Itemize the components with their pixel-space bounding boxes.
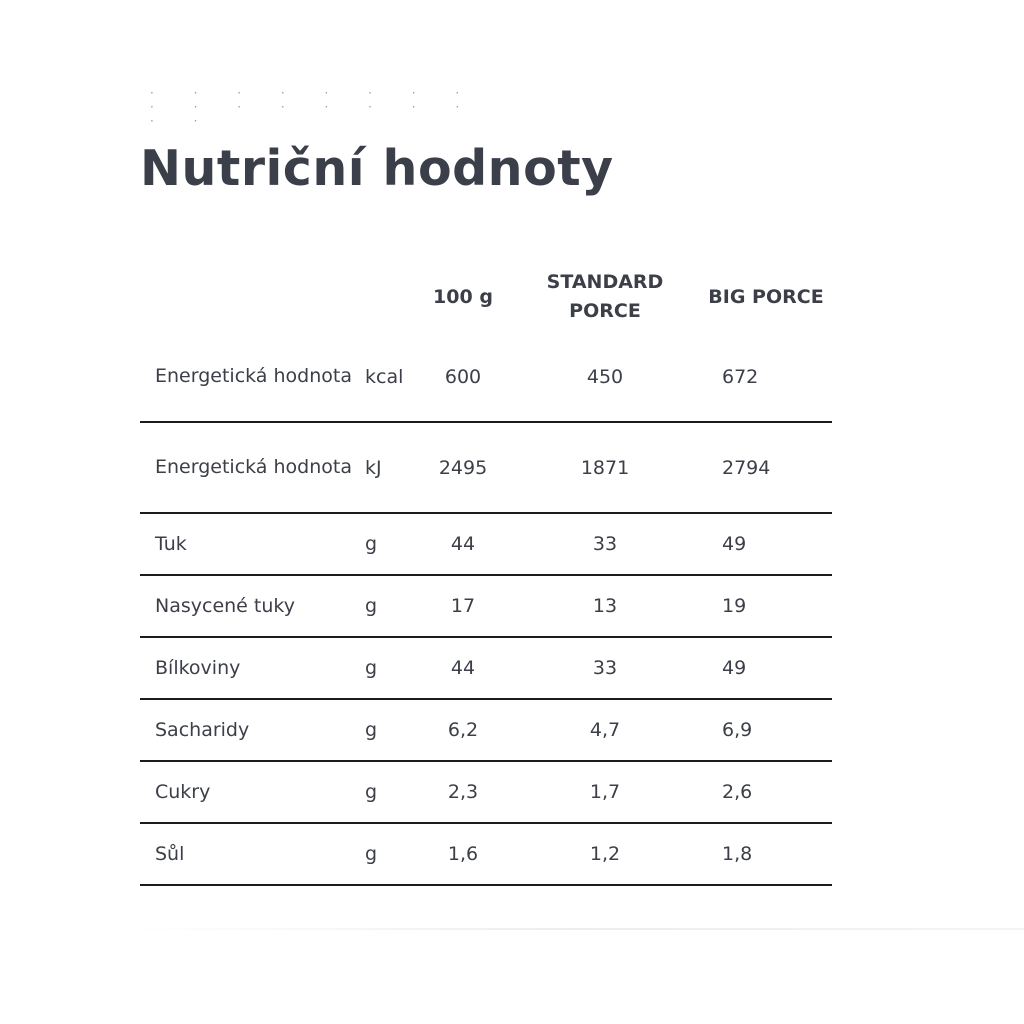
value-100g: 2,3 [447, 781, 479, 803]
cropped-text-fragment: · · · · · · · · · · · · · · · · · · [150, 86, 478, 128]
column-header-big-porce: BIG PORCE [708, 285, 824, 308]
table-row [140, 700, 832, 762]
nutrient-name: Energetická hodnota [155, 456, 352, 478]
value-standard: 13 [592, 595, 618, 617]
nutrition-table [140, 262, 832, 886]
table-row [140, 423, 832, 514]
bottom-divider [130, 928, 1024, 930]
value-big: 6,9 [722, 719, 753, 741]
table-row [140, 824, 832, 886]
column-header-100g: 100 g [433, 285, 493, 308]
nutrient-name: Sůl [155, 842, 185, 865]
nutrient-unit: g [365, 719, 378, 741]
value-standard: 4,7 [589, 719, 621, 741]
page-title: Nutriční hodnoty [140, 140, 614, 197]
nutrient-unit: g [365, 843, 378, 865]
table-row [140, 332, 832, 423]
value-100g: 1,6 [447, 843, 479, 865]
table-row [140, 514, 832, 576]
nutrient-unit: g [365, 533, 378, 555]
table-row [140, 576, 832, 638]
table-row [140, 638, 832, 700]
value-big: 672 [722, 365, 759, 388]
value-100g: 44 [450, 657, 476, 679]
value-100g: 17 [450, 595, 476, 617]
value-big: 49 [722, 657, 747, 679]
value-100g: 44 [450, 533, 476, 555]
value-standard: 1,2 [589, 843, 621, 865]
value-standard: 33 [592, 657, 618, 679]
value-standard: 33 [592, 533, 618, 555]
value-100g: 6,2 [447, 719, 479, 741]
value-standard: 1,7 [589, 781, 621, 803]
value-big: 2,6 [722, 781, 753, 803]
nutrient-name: Energetická hodnota [155, 365, 352, 387]
nutrient-name: Cukry [155, 780, 211, 803]
value-standard: 450 [586, 365, 624, 388]
value-big: 19 [722, 595, 747, 617]
nutrient-unit: g [365, 595, 378, 617]
nutrient-unit: g [365, 781, 378, 803]
nutrient-unit: kJ [365, 456, 382, 479]
table-row [140, 762, 832, 824]
value-100g: 600 [444, 365, 482, 388]
table-header-row [140, 262, 832, 332]
nutrient-name: Bílkoviny [155, 656, 241, 679]
nutrient-name: Tuk [155, 532, 187, 555]
nutrient-name: Sacharidy [155, 718, 250, 741]
value-big: 1,8 [722, 843, 753, 865]
nutrient-unit: kcal [365, 365, 404, 388]
value-big: 49 [722, 533, 747, 555]
nutrient-name: Nasycené tuky [155, 594, 295, 617]
nutrient-unit: g [365, 657, 378, 679]
value-big: 2794 [722, 456, 771, 479]
column-header-standard-porce: STANDARD PORCE [546, 271, 664, 322]
value-100g: 2495 [438, 456, 488, 479]
value-standard: 1871 [580, 456, 630, 479]
